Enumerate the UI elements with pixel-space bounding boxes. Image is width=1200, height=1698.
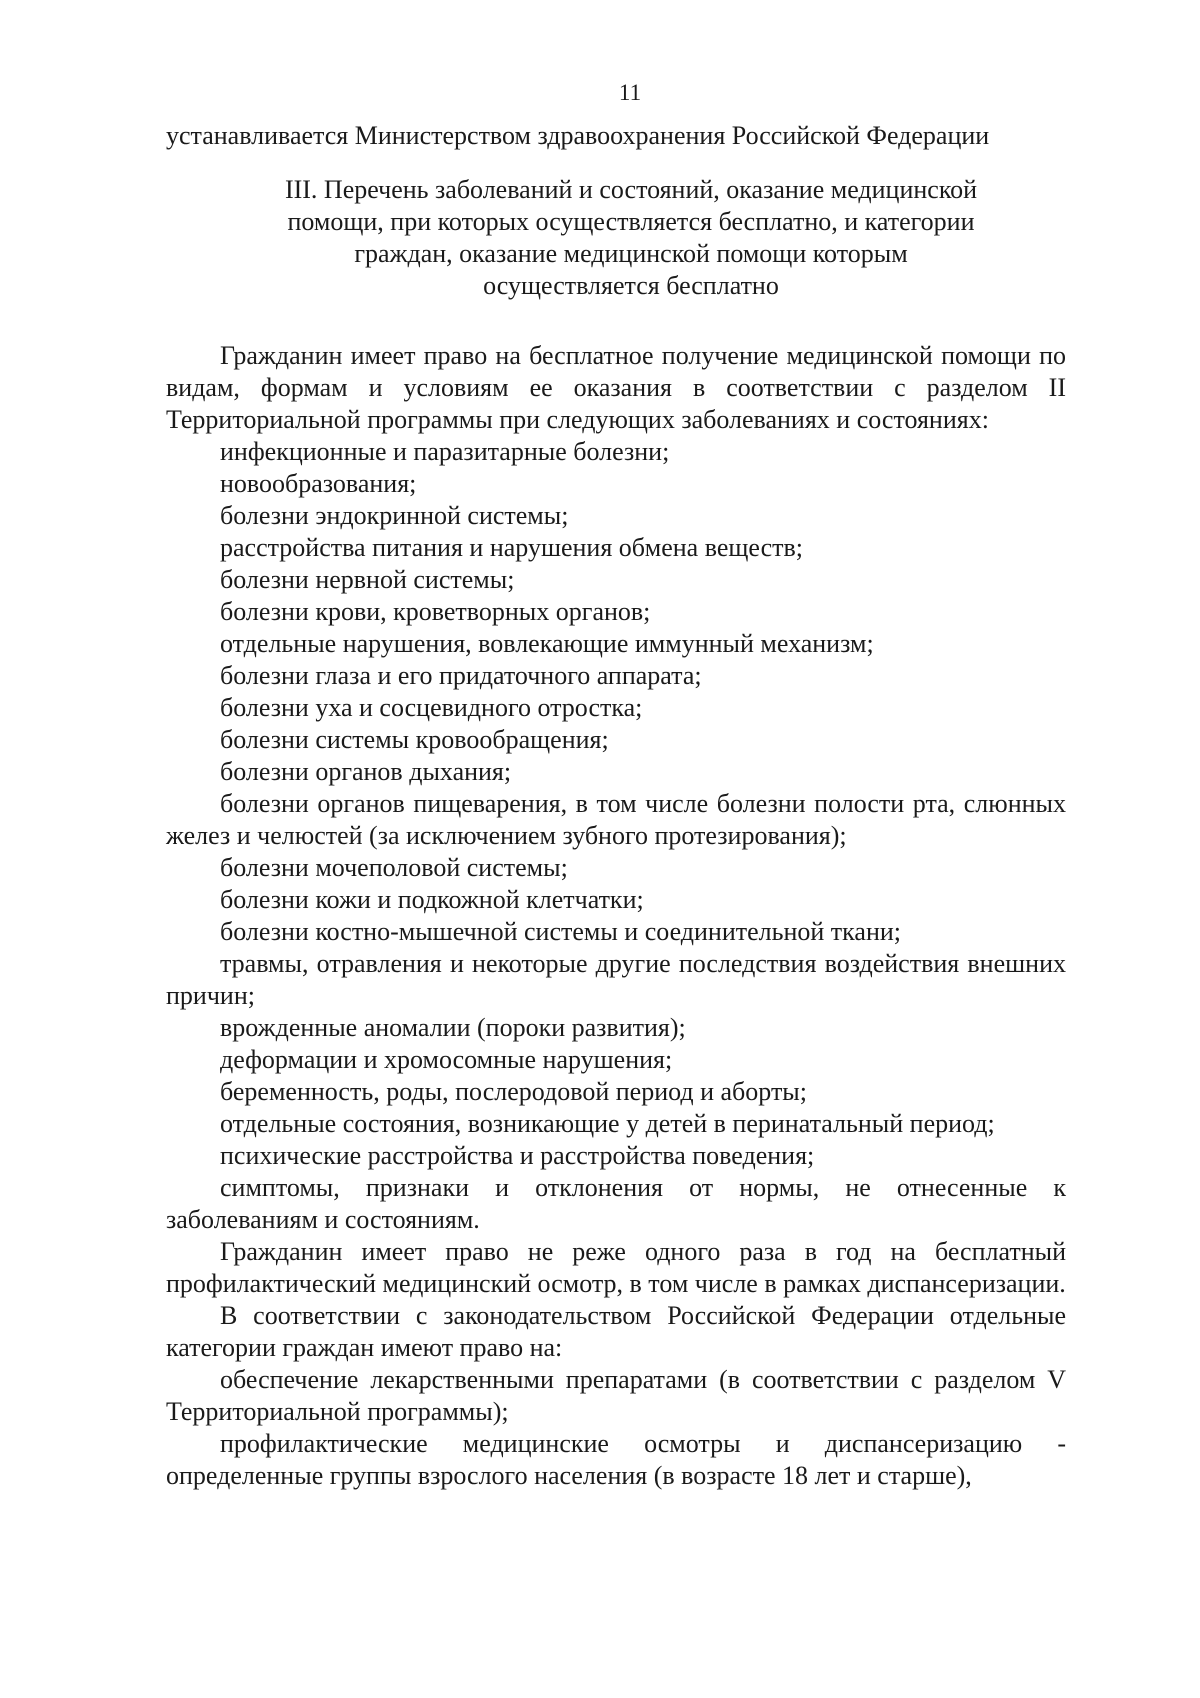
condition-item: болезни уха и сосцевидного отростка; (220, 693, 643, 722)
condition-item: деформации и хромосомные нарушения; (220, 1045, 673, 1074)
condition-item: болезни глаза и его придаточного аппарата; (220, 661, 702, 690)
condition-item: болезни кожи и подкожной клетчатки; (220, 885, 644, 914)
document-body (166, 340, 1066, 1492)
section-title (166, 174, 1066, 302)
condition-item: болезни органов дыхания; (220, 757, 512, 786)
condition-item: симптомы, признаки и отклонения от нормы, не отнесенные к заболеваниям и состояниям. (166, 1173, 1066, 1234)
condition-item: травмы, отравления и некоторые другие последствия воздействия внешних причин; (166, 949, 1066, 1010)
section-title-line: помощи, при которых осуществляется бесплатно, и категории (287, 207, 975, 236)
condition-item: отдельные нарушения, вовлекающие иммунный механизм; (220, 629, 874, 658)
condition-item: новообразования; (220, 469, 417, 498)
condition-item: инфекционные и паразитарные болезни; (220, 437, 670, 466)
condition-item: болезни нервной системы; (220, 565, 515, 594)
rights-item: профилактические медицинские осмотры и диспансеризацию - определенные группы взрослого населения (в возрасте 18 лет и старше), (166, 1429, 1066, 1490)
checkup-paragraph: Гражданин имеет право не реже одного раза в год на бесплатный профилактический медицинский осмотр, в том числе в рамках диспансеризации. (166, 1237, 1066, 1298)
condition-item: болезни крови, кроветворных органов; (220, 597, 651, 626)
condition-item: психические расстройства и расстройства поведения; (220, 1141, 815, 1170)
condition-item: болезни костно-мышечной системы и соединительной ткани; (220, 917, 902, 946)
condition-item: беременность, роды, послеродовой период и аборты; (220, 1077, 807, 1106)
condition-item: врожденные аномалии (пороки развития); (220, 1013, 686, 1042)
condition-item: отдельные состояния, возникающие у детей в перинатальный период; (220, 1109, 995, 1138)
page-number: 11 (618, 80, 642, 105)
section-title-line: III. Перечень заболеваний и состояний, оказание медицинской (284, 175, 978, 204)
condition-item: болезни эндокринной системы; (220, 501, 569, 530)
condition-item: болезни системы кровообращения; (220, 725, 609, 754)
intro-paragraph: Гражданин имеет право на бесплатное получение медицинской помощи по видам, формам и условиям ее оказания в соответствии с разделом II Территориальной программы при следующих заболеваниях и состояниях: (166, 341, 1066, 434)
section-title-line: осуществляется бесплатно (483, 271, 779, 300)
section-title-line: граждан, оказание медицинской помощи которым (354, 239, 908, 268)
continuation-line: устанавливается Министерством здравоохранения Российской Федерации (166, 121, 990, 150)
categories-paragraph: В соответствии с законодательством Российской Федерации отдельные категории граждан имеют право на: (166, 1301, 1066, 1362)
condition-item: болезни мочеполовой системы; (220, 853, 568, 882)
condition-item: болезни органов пищеварения, в том числе болезни полости рта, слюнных желез и челюстей (за исключением зубного протезирования); (166, 789, 1066, 850)
condition-item: расстройства питания и нарушения обмена веществ; (220, 533, 803, 562)
rights-item: обеспечение лекарственными препаратами (в соответствии с разделом V Территориальной программы); (166, 1365, 1066, 1426)
